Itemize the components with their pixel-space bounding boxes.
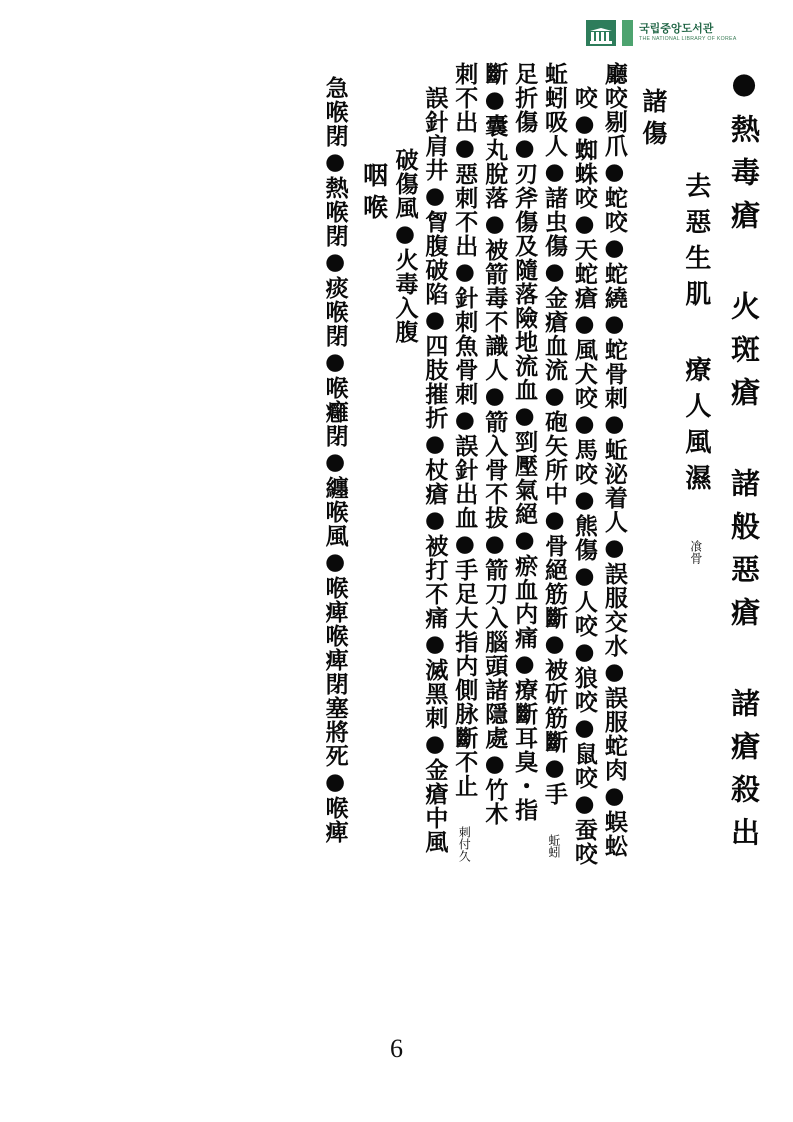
title-continued-text: 去惡生肌 療人風濕: [680, 172, 711, 500]
page-number: 6: [390, 1034, 403, 1063]
text-column-6-annotation: 蚯蚓: [547, 834, 561, 858]
text-column-13: 急喉閉●熱喉閉●痰喉閉●喉癰閉●纏喉風●喉痺喉痺閉塞將死●喉痺: [321, 76, 349, 844]
text-column-9-text: 刺不出●惡刺不出●針刺魚骨刺●誤針出血●手足大指内側脉斷不止: [451, 62, 479, 798]
title-continued-annotation: 飡骨: [688, 540, 703, 564]
manuscript-text-body: [30, 52, 763, 1012]
text-column-6: [542, 52, 566, 858]
text-column-4: [602, 52, 626, 858]
logo-wordmark: [639, 24, 737, 42]
section-heading-injuries: 諸傷: [638, 88, 668, 152]
text-column-6-text: 蚯蚓吸人●諸虫傷●金瘡血流●砲矢所中●骨絕筋斷●被斫筋斷●手: [541, 62, 568, 806]
logo-name-english: THE NATIONAL LIBRARY OF KOREA: [639, 35, 737, 42]
national-library-logo: [586, 18, 746, 48]
text-column-8: 斷●囊丸脫落●被箭毒不識人●箭入骨不拔●箭刀入腦頭諸隱處●竹木: [481, 62, 509, 826]
logo-name-korean: 국립중앙도서관: [639, 23, 714, 35]
text-column-5: 咬●蜘蛛咬●天蛇瘡●風犬咬●馬咬●熊傷●人咬●狼咬●鼠咬●蚕咬: [570, 86, 598, 866]
library-building-icon: [586, 20, 616, 46]
text-column-4-text: 廳咬剔爪●蛇咬●蛇繞●蛇骨刺●蚯泌着人●誤服交水●誤服蛇肉●蜈蚣: [600, 62, 628, 858]
text-column-9-annotation: 刺付久: [457, 826, 472, 862]
section-heading-throat: 咽喉: [359, 162, 389, 226]
text-column-title-continued: [682, 52, 709, 564]
logo-accent-bar: [622, 20, 633, 46]
text-column-9: [451, 52, 479, 862]
text-column-11: 破傷風●火毒入腹: [391, 148, 419, 344]
text-column-title: ●熱毒瘡 火斑瘡 諸般惡瘡 諸瘡殺出: [727, 66, 761, 860]
text-column-10: 誤針肩井●胷腹破陷●四肢摧折●杖瘡●被打不痛●滅黑刺●金瘡中風: [421, 86, 449, 854]
text-column-7: 足折傷●刃斧傷及隨落險地流血●剄壓氣絕●瘀血内痛●療斷耳臭・指: [511, 62, 539, 822]
